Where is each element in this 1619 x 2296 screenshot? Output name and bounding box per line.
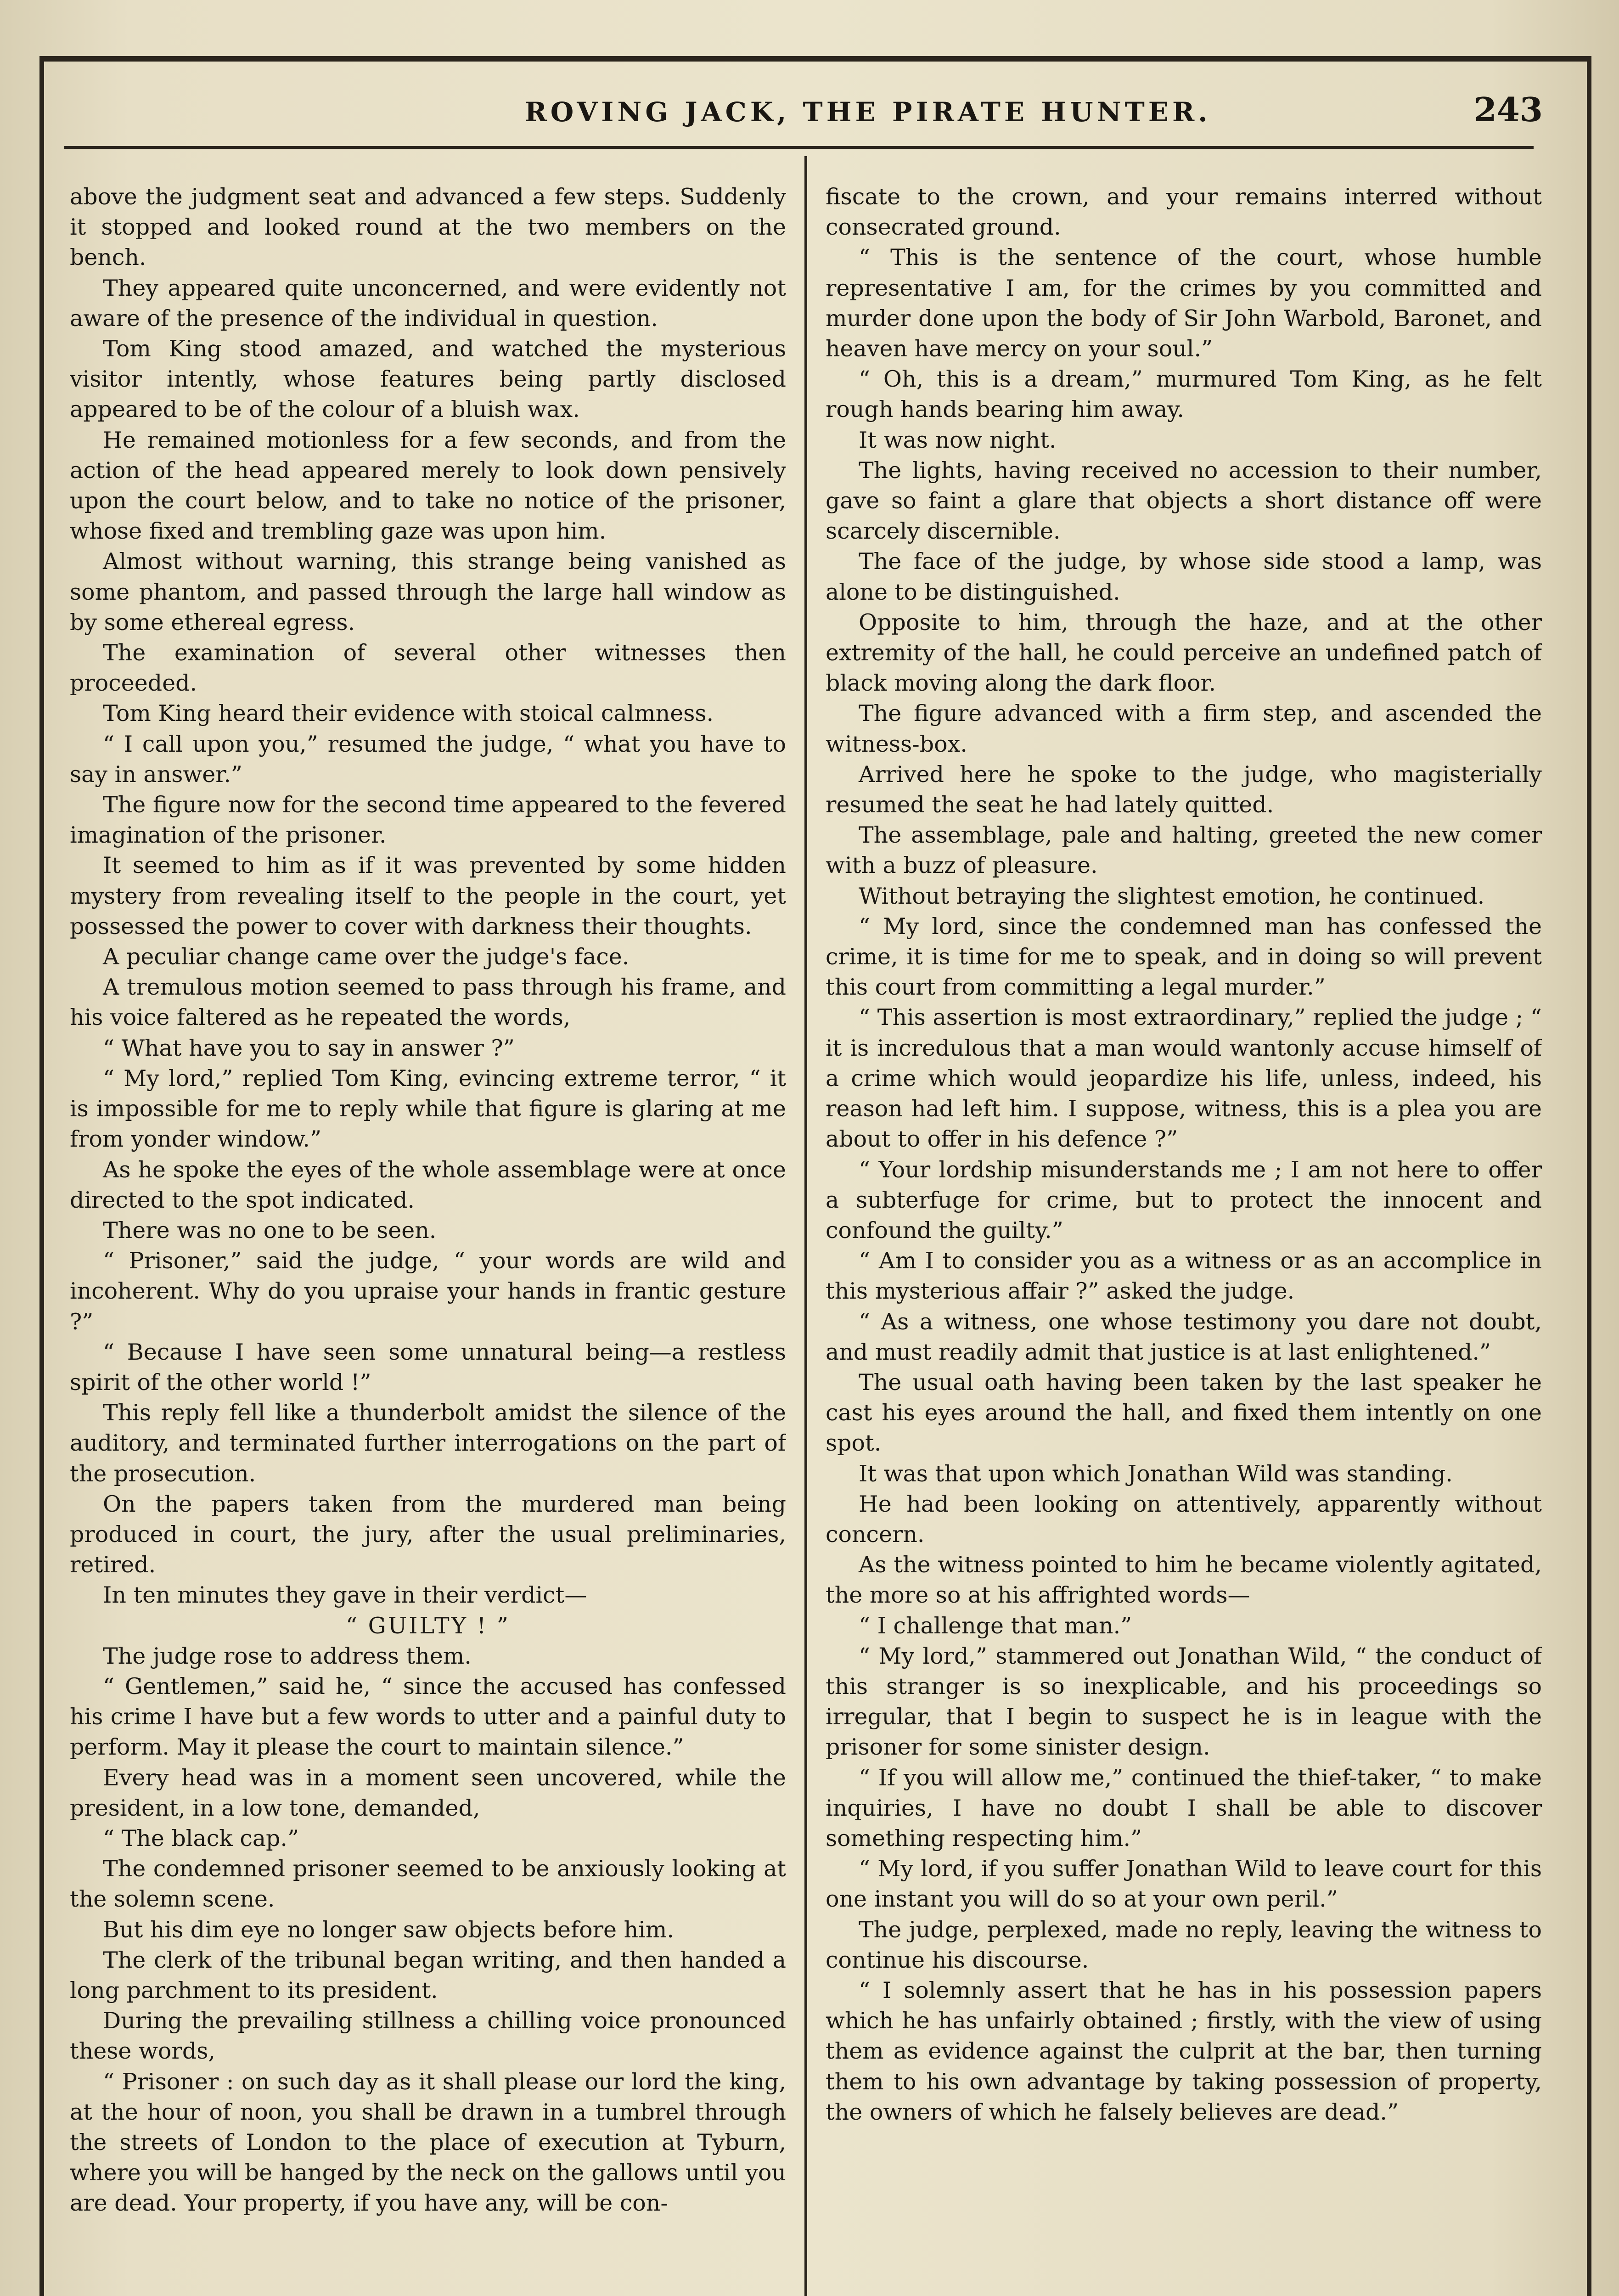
paragraph: “ I solemnly assert that he has in his possession papers which he has unfairly obtained ; firstly, with the view of using them as evidence against the culprit at the bar, then turning them to his own advantage by taking possession of property, the owners of which he falsely believes are dead.” [826,1977,1542,2125]
paragraph: The assemblage, pale and halting, greeted the new comer with a buzz of pleasure. [826,822,1542,879]
paragraph: “ My lord,” replied Tom King, evincing extreme terror, “ it is impossible for me to reply while that figure is glaring at me from yonder window.” [70,1065,786,1153]
paragraph: During the prevailing stillness a chilling voice pronounced these words, [70,2008,786,2065]
paragraph: The figure now for the second time appeared to the fevered imagination of the prisoner. [70,792,786,849]
paragraph: They appeared quite unconcerned, and were evidently not aware of the presence of the individual in question. [70,275,786,332]
paragraph: “ Am I to consider you as a witness or as an accomplice in this mysterious affair ?” asked the judge. [826,1248,1542,1305]
paragraph: The condemned prisoner seemed to be anxiously looking at the solemn scene. [70,1856,786,1913]
page-border-top [39,56,1591,62]
paragraph: The lights, having received no accession to their number, gave so faint a glare that objects a short distance off were scarcely discernible. [826,457,1542,545]
paragraph: “ Prisoner : on such day as it shall please our lord the king, at the hour of noon, you shall be drawn in a tumbrel through the streets of London to the place of execution at Tyburn, where you will be hanged by the neck on the gallows until you are dead. Your property, if you have any, will be con- [70,2068,786,2217]
paragraph: “ Gentlemen,” said he, “ since the accused has confessed his crime I have but a few words to utter and a painful duty to perform. May it please the court to maintain silence.” [70,1673,786,1761]
paragraph: Almost without warning, this strange being vanished as some phantom, and passed through the large hall window as by some ethereal egress. [70,548,786,636]
paragraph: “ Oh, this is a dream,” murmured Tom King, as he felt rough hands bearing him away. [826,366,1542,423]
paragraph: Tom King heard their evidence with stoical calmness. [103,700,714,727]
paragraph: The judge rose to address them. [103,1643,472,1669]
paragraph: The examination of several other witnesses then proceeded. [70,640,786,697]
paragraph: “ The black cap.” [103,1825,299,1851]
paragraph: As the witness pointed to him he became violently agitated, the more so at his affrighted words— [826,1552,1542,1609]
paragraph: Opposite to him, through the haze, and at the other extremity of the hall, he could perceive an undefined patch of black moving along the dark floor. [826,609,1542,697]
paragraph: The usual oath having been taken by the last speaker he cast his eyes around the hall, and fixed them intently on one spot. [826,1369,1542,1457]
paragraph: Tom King stood amazed, and watched the mysterious visitor intently, whose features being partly disclosed appeared to be of the colour of a bluish wax. [70,336,786,423]
paragraph: Without betraying the slightest emotion, he continued. [859,883,1485,909]
column-divider [804,156,807,2296]
paragraph: A tremulous motion seemed to pass through his frame, and his voice faltered as he repeated the words, [70,974,786,1031]
paragraph: It was that upon which Jonathan Wild was standing. [859,1460,1453,1487]
paragraph: A peculiar change came over the judge's face. [103,944,630,970]
paragraph: “ What have you to say in answer ?” [103,1035,515,1061]
paragraph: “ My lord, since the condemned man has confessed the crime, it is time for me to speak, and in doing so will prevent this court from committing a legal murder.” [826,913,1542,1001]
paragraph: It seemed to him as if it was prevented by some hidden mystery from revealing itself to the people in the court, yet possessed the power to cover with darkness their thoughts. [70,852,786,940]
paragraph: On the papers taken from the murdered man being produced in court, the jury, after the usual preliminaries, retired. [70,1491,786,1578]
header-rule [64,146,1534,149]
paragraph: “ GUILTY ! ” [346,1612,510,1639]
paragraph: “ Your lordship misunderstands me ; I am not here to offer a subterfuge for crime, but to protect the innocent and confound the guilty.” [826,1156,1542,1244]
paragraph: “ This assertion is most extraordinary,” replied the judge ; “ it is incredulous that a man would wantonly accuse himself of a crime which would jeopardize his life, unless, indeed, his reason had left him. I suppose, witness, this is a plea you are about to offer in his defence ?” [826,1004,1542,1153]
paragraph: As he spoke the eyes of the whole assemblage were at once directed to the spot indicated. [70,1156,786,1213]
paragraph: This reply fell like a thunderbolt amidst the silence of the auditory, and terminated further interrogations on the part of the prosecution. [70,1400,786,1487]
paragraph: The judge, perplexed, made no reply, leaving the witness to continue his discourse. [826,1916,1542,1973]
page-border-left [39,56,44,2296]
paragraph: “ As a witness, one whose testimony you dare not doubt, and must readily admit that justice is at last enlightened.” [826,1308,1542,1365]
text-column-right [826,182,1542,2296]
paragraph: The face of the judge, by whose side stood a lamp, was alone to be distinguished. [826,548,1542,605]
paragraph: “ I call upon you,” resumed the judge, “ what you have to say in answer.” [70,731,786,788]
paragraph: “ If you will allow me,” continued the thief-taker, “ to make inquiries, I have no doubt I shall be able to discover something respecting him.” [826,1764,1542,1851]
paragraph: In ten minutes they gave in their verdict— [103,1582,587,1609]
paragraph: fiscate to the crown, and your remains interred without consecrated ground. [826,184,1542,241]
paragraph: Arrived here he spoke to the judge, who magisterially resumed the seat he had lately quitted. [826,761,1542,818]
paragraph: But his dim eye no longer saw objects before him. [103,1916,674,1943]
paragraph: “ Prisoner,” said the judge, “ your words are wild and incoherent. Why do you upraise your hands in frantic gesture ?” [70,1248,786,1335]
paragraph: The clerk of the tribunal began writing, and then handed a long parchment to its president. [70,1947,786,2003]
paragraph: Every head was in a moment seen uncovered, while the president, in a low tone, demanded, [70,1764,786,1821]
page-border-right [1587,56,1591,2296]
paragraph: There was no one to be seen. [103,1217,437,1244]
paragraph: “ My lord, if you suffer Jonathan Wild to leave court for this one instant you will do so at your own peril.” [826,1856,1542,1913]
paragraph: “ I challenge that man.” [859,1612,1132,1639]
paragraph: “ Because I have seen some unnatural being—a restless spirit of the other world !” [70,1339,786,1396]
paragraph: It was now night. [859,427,1057,453]
paragraph: “ My lord,” stammered out Jonathan Wild, “ the conduct of this stranger is so inexplicable, and his proceedings so irregular, that I begin to suspect he is in league with the prisoner for some sinister design. [826,1643,1542,1761]
paragraph: He had been looking on attentively, apparently without concern. [826,1491,1542,1548]
paragraph: above the judgment seat and advanced a few steps. Suddenly it stopped and looked round at the two members on the bench. [70,184,786,271]
text-column-left [70,182,786,2296]
paragraph: The figure advanced with a firm step, and ascended the witness-box. [826,700,1542,757]
page-number: 243 [1473,90,1543,129]
paragraph: “ This is the sentence of the court, whose humble representative I am, for the crimes by you committed and murder done upon the body of Sir John Warbold, Baronet, and heaven have mercy on your soul.” [826,244,1542,362]
paragraph: He remained motionless for a few seconds, and from the action of the head appeared merely to look down pensively upon the court below, and to take no notice of the prisoner, whose fixed and trembling gaze was upon him. [70,427,786,545]
running-title: ROVING JACK, THE PIRATE HUNTER. [524,96,1211,128]
